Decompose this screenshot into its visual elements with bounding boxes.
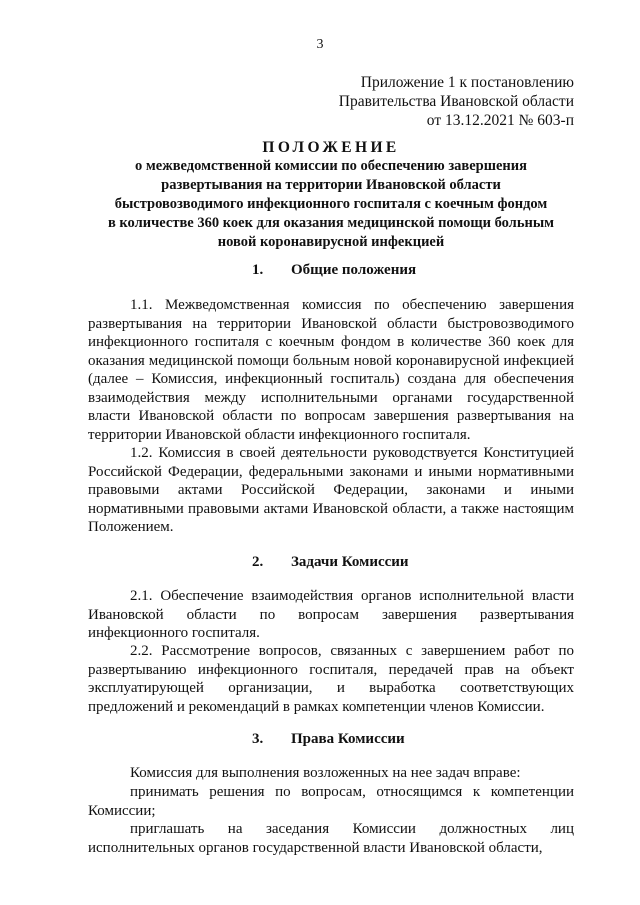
appendix-line: Правительства Ивановской области: [338, 93, 574, 110]
paragraph-1-2: 1.2. Комиссия в своей деятельности руководствуется Конституцией Российской Федерации, федеральными законами и иными нормативными правовыми актами Российской Федерации, законами и иными нормативными правовыми актами Ивановской области, а также настоящим Положением.: [88, 445, 574, 535]
subtitle-line: новой коронавирусной инфекцией: [217, 234, 445, 250]
appendix-line: Приложение 1 к постановлению: [360, 74, 574, 91]
page-number: 3: [316, 37, 324, 52]
section-number: 1.: [252, 262, 264, 278]
paragraph-2-1: 2.1. Обеспечение взаимодействия органов исполнительной власти Ивановской области по вопросам завершения развертывания инфекционного госпиталя.: [88, 588, 574, 641]
section-title: Права Комиссии: [291, 731, 405, 747]
paragraph-3-intro: Комиссия для выполнения возложенных на нее задач вправе:: [130, 765, 521, 781]
appendix-header: [339, 73, 574, 130]
paragraph-2-2: 2.2. Рассмотрение вопросов, связанных с завершением работ по развертыванию инфекционного госпиталя, передачей прав на объект эксплуатирующей организации, и выработка соответствующих предложений и рекомендаций в рамках компетенции членов Комиссии.: [88, 643, 574, 715]
subtitle-line: о межведомственной комиссии по обеспечению завершения: [135, 158, 527, 174]
section-number: 2.: [252, 554, 264, 570]
section-number: 3.: [252, 731, 264, 747]
subtitle-line: быстровозводимого инфекционного госпиталя с коечным фондом: [114, 196, 548, 212]
paragraph-1-1: 1.1. Межведомственная комиссия по обеспечению завершения развертывания на территории Ивановской области быстровозводимого инфекционного госпиталя с коечным фондом в количестве 360 коек для оказания медицинской помощи больным новой коронавирусной инфекцией (далее – Комиссия, инфекционный госпиталь) создана для обеспечения взаимодействия между исполнительными органами государственной власти Ивановской области по вопросам завершения развертывания на территории Ивановской области инфекционного госпиталя.: [88, 297, 574, 443]
appendix-line: от 13.12.2021 № 603-п: [426, 112, 574, 129]
subtitle-line: в количестве 360 коек для оказания медицинской помощи больным: [107, 215, 555, 231]
document-title: ПОЛОЖЕНИЕ: [262, 139, 400, 156]
document-title-block: [88, 138, 574, 252]
paragraph-3-item: принимать решения по вопросам, относящимся к компетенции Комиссии;: [88, 784, 574, 819]
section-title: Задачи Комиссии: [291, 554, 409, 570]
subtitle-line: развертывания на территории Ивановской области: [161, 177, 501, 193]
section-title: Общие положения: [291, 262, 417, 278]
paragraph-3-item: приглашать на заседания Комиссии должностных лиц исполнительных органов государственной власти Ивановской области,: [88, 821, 574, 856]
